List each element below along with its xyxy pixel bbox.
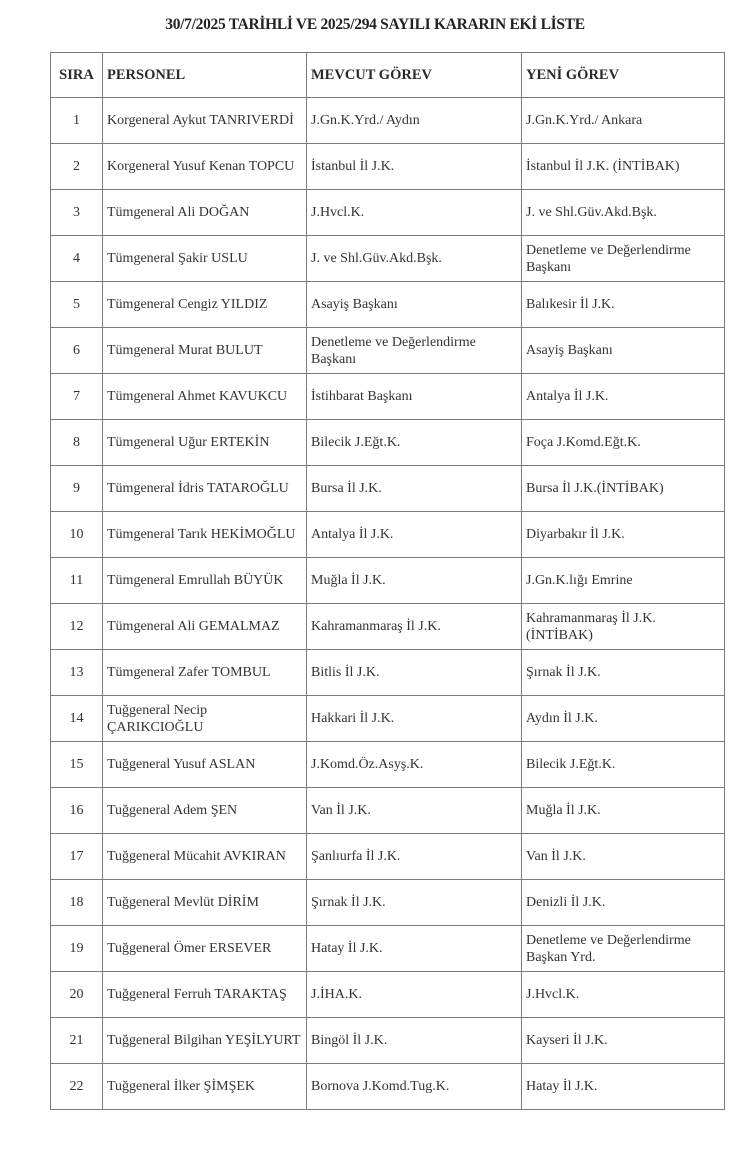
cell-sira: 18: [51, 880, 103, 926]
cell-sira: 22: [51, 1064, 103, 1110]
table-row: [51, 512, 725, 558]
cell-sira: 9: [51, 466, 103, 512]
header-personel: PERSONEL: [103, 53, 307, 98]
cell-yeni-gorev: J. ve Shl.Güv.Akd.Bşk.: [522, 190, 725, 236]
cell-mevcut-gorev: Muğla İl J.K.: [307, 558, 522, 604]
cell-mevcut-gorev: Bitlis İl J.K.: [307, 650, 522, 696]
table-header-row: [51, 53, 725, 98]
cell-yeni-gorev: Muğla İl J.K.: [522, 788, 725, 834]
cell-personel: Tuğgeneral Yusuf ASLAN: [103, 742, 307, 788]
cell-mevcut-gorev: J.İHA.K.: [307, 972, 522, 1018]
table-row: [51, 926, 725, 972]
cell-yeni-gorev: Diyarbakır İl J.K.: [522, 512, 725, 558]
cell-mevcut-gorev: İstanbul İl J.K.: [307, 144, 522, 190]
cell-sira: 6: [51, 328, 103, 374]
table-row: [51, 1018, 725, 1064]
table-row: [51, 420, 725, 466]
table-row: [51, 282, 725, 328]
table-row: [51, 374, 725, 420]
cell-yeni-gorev: Asayiş Başkanı: [522, 328, 725, 374]
cell-yeni-gorev: J.Hvcl.K.: [522, 972, 725, 1018]
cell-mevcut-gorev: Asayiş Başkanı: [307, 282, 522, 328]
cell-mevcut-gorev: Bursa İl J.K.: [307, 466, 522, 512]
cell-mevcut-gorev: J. ve Shl.Güv.Akd.Bşk.: [307, 236, 522, 282]
cell-mevcut-gorev: Bilecik J.Eğt.K.: [307, 420, 522, 466]
table-row: [51, 1064, 725, 1110]
cell-yeni-gorev: İstanbul İl J.K. (İNTİBAK): [522, 144, 725, 190]
cell-yeni-gorev: Hatay İl J.K.: [522, 1064, 725, 1110]
cell-personel: Tümgeneral Şakir USLU: [103, 236, 307, 282]
cell-sira: 5: [51, 282, 103, 328]
cell-yeni-gorev: Kayseri İl J.K.: [522, 1018, 725, 1064]
cell-yeni-gorev: Foça J.Komd.Eğt.K.: [522, 420, 725, 466]
cell-personel: Tümgeneral Uğur ERTEKİN: [103, 420, 307, 466]
cell-personel: Tuğgeneral İlker ŞİMŞEK: [103, 1064, 307, 1110]
table-body: [51, 98, 725, 1110]
table-row: [51, 466, 725, 512]
cell-sira: 3: [51, 190, 103, 236]
cell-personel: Tuğgeneral Mevlüt DİRİM: [103, 880, 307, 926]
cell-sira: 8: [51, 420, 103, 466]
cell-mevcut-gorev: J.Gn.K.Yrd./ Aydın: [307, 98, 522, 144]
cell-mevcut-gorev: Şırnak İl J.K.: [307, 880, 522, 926]
cell-sira: 2: [51, 144, 103, 190]
cell-sira: 15: [51, 742, 103, 788]
cell-yeni-gorev: Antalya İl J.K.: [522, 374, 725, 420]
document-title: 30/7/2025 TARİHLİ VE 2025/294 SAYILI KARARIN EKİ LİSTE: [165, 16, 585, 33]
cell-personel: Tümgeneral Ali GEMALMAZ: [103, 604, 307, 650]
cell-sira: 7: [51, 374, 103, 420]
cell-personel: Tümgeneral Emrullah BÜYÜK: [103, 558, 307, 604]
cell-mevcut-gorev: Bornova J.Komd.Tug.K.: [307, 1064, 522, 1110]
table-row: [51, 972, 725, 1018]
table-row: [51, 788, 725, 834]
cell-personel: Tuğgeneral Ferruh TARAKTAŞ: [103, 972, 307, 1018]
table-row: [51, 558, 725, 604]
table-row: [51, 834, 725, 880]
table-row: [51, 696, 725, 742]
cell-personel: Tümgeneral İdris TATAROĞLU: [103, 466, 307, 512]
cell-personel: Tümgeneral Murat BULUT: [103, 328, 307, 374]
cell-mevcut-gorev: Şanlıurfa İl J.K.: [307, 834, 522, 880]
cell-personel: Korgeneral Aykut TANRIVERDİ: [103, 98, 307, 144]
cell-yeni-gorev: J.Gn.K.lığı Emrine: [522, 558, 725, 604]
cell-yeni-gorev: Van İl J.K.: [522, 834, 725, 880]
header-mevcut-gorev: MEVCUT GÖREV: [307, 53, 522, 98]
cell-mevcut-gorev: Kahramanmaraş İl J.K.: [307, 604, 522, 650]
cell-personel: Tuğgeneral Adem ŞEN: [103, 788, 307, 834]
cell-personel: Tuğgeneral Necip ÇARIKCIOĞLU: [103, 696, 307, 742]
cell-yeni-gorev: Denetleme ve Değerlendirme Başkan Yrd.: [522, 926, 725, 972]
cell-sira: 17: [51, 834, 103, 880]
cell-mevcut-gorev: Bingöl İl J.K.: [307, 1018, 522, 1064]
cell-yeni-gorev: J.Gn.K.Yrd./ Ankara: [522, 98, 725, 144]
cell-personel: Tümgeneral Tarık HEKİMOĞLU: [103, 512, 307, 558]
cell-personel: Tuğgeneral Bilgihan YEŞİLYURT: [103, 1018, 307, 1064]
cell-yeni-gorev: Kahramanmaraş İl J.K. (İNTİBAK): [522, 604, 725, 650]
cell-sira: 13: [51, 650, 103, 696]
cell-sira: 14: [51, 696, 103, 742]
table-row: [51, 742, 725, 788]
header-sira: SIRA: [51, 53, 103, 98]
cell-yeni-gorev: Denizli İl J.K.: [522, 880, 725, 926]
cell-yeni-gorev: Balıkesir İl J.K.: [522, 282, 725, 328]
cell-mevcut-gorev: Antalya İl J.K.: [307, 512, 522, 558]
cell-sira: 11: [51, 558, 103, 604]
table-row: [51, 650, 725, 696]
cell-yeni-gorev: Denetleme ve Değerlendirme Başkanı: [522, 236, 725, 282]
cell-yeni-gorev: Şırnak İl J.K.: [522, 650, 725, 696]
cell-sira: 10: [51, 512, 103, 558]
table-row: [51, 604, 725, 650]
cell-sira: 12: [51, 604, 103, 650]
cell-sira: 4: [51, 236, 103, 282]
table-row: [51, 144, 725, 190]
header-yeni-gorev: YENİ GÖREV: [522, 53, 725, 98]
cell-yeni-gorev: Bilecik J.Eğt.K.: [522, 742, 725, 788]
cell-yeni-gorev: Aydın İl J.K.: [522, 696, 725, 742]
cell-mevcut-gorev: Hakkari İl J.K.: [307, 696, 522, 742]
cell-personel: Korgeneral Yusuf Kenan TOPCU: [103, 144, 307, 190]
table-row: [51, 328, 725, 374]
cell-sira: 21: [51, 1018, 103, 1064]
table-row: [51, 190, 725, 236]
table-row: [51, 236, 725, 282]
cell-personel: Tuğgeneral Mücahit AVKIRAN: [103, 834, 307, 880]
cell-mevcut-gorev: İstihbarat Başkanı: [307, 374, 522, 420]
cell-personel: Tuğgeneral Ömer ERSEVER: [103, 926, 307, 972]
assignment-table: [50, 52, 725, 1110]
table-row: [51, 880, 725, 926]
cell-mevcut-gorev: Denetleme ve Değerlendirme Başkanı: [307, 328, 522, 374]
cell-sira: 16: [51, 788, 103, 834]
cell-sira: 20: [51, 972, 103, 1018]
cell-mevcut-gorev: J.Hvcl.K.: [307, 190, 522, 236]
cell-personel: Tümgeneral Cengiz YILDIZ: [103, 282, 307, 328]
cell-mevcut-gorev: J.Komd.Öz.Asyş.K.: [307, 742, 522, 788]
cell-personel: Tümgeneral Ali DOĞAN: [103, 190, 307, 236]
table-row: [51, 98, 725, 144]
cell-personel: Tümgeneral Zafer TOMBUL: [103, 650, 307, 696]
cell-mevcut-gorev: Van İl J.K.: [307, 788, 522, 834]
cell-yeni-gorev: Bursa İl J.K.(İNTİBAK): [522, 466, 725, 512]
cell-mevcut-gorev: Hatay İl J.K.: [307, 926, 522, 972]
cell-sira: 19: [51, 926, 103, 972]
cell-sira: 1: [51, 98, 103, 144]
cell-personel: Tümgeneral Ahmet KAVUKCU: [103, 374, 307, 420]
